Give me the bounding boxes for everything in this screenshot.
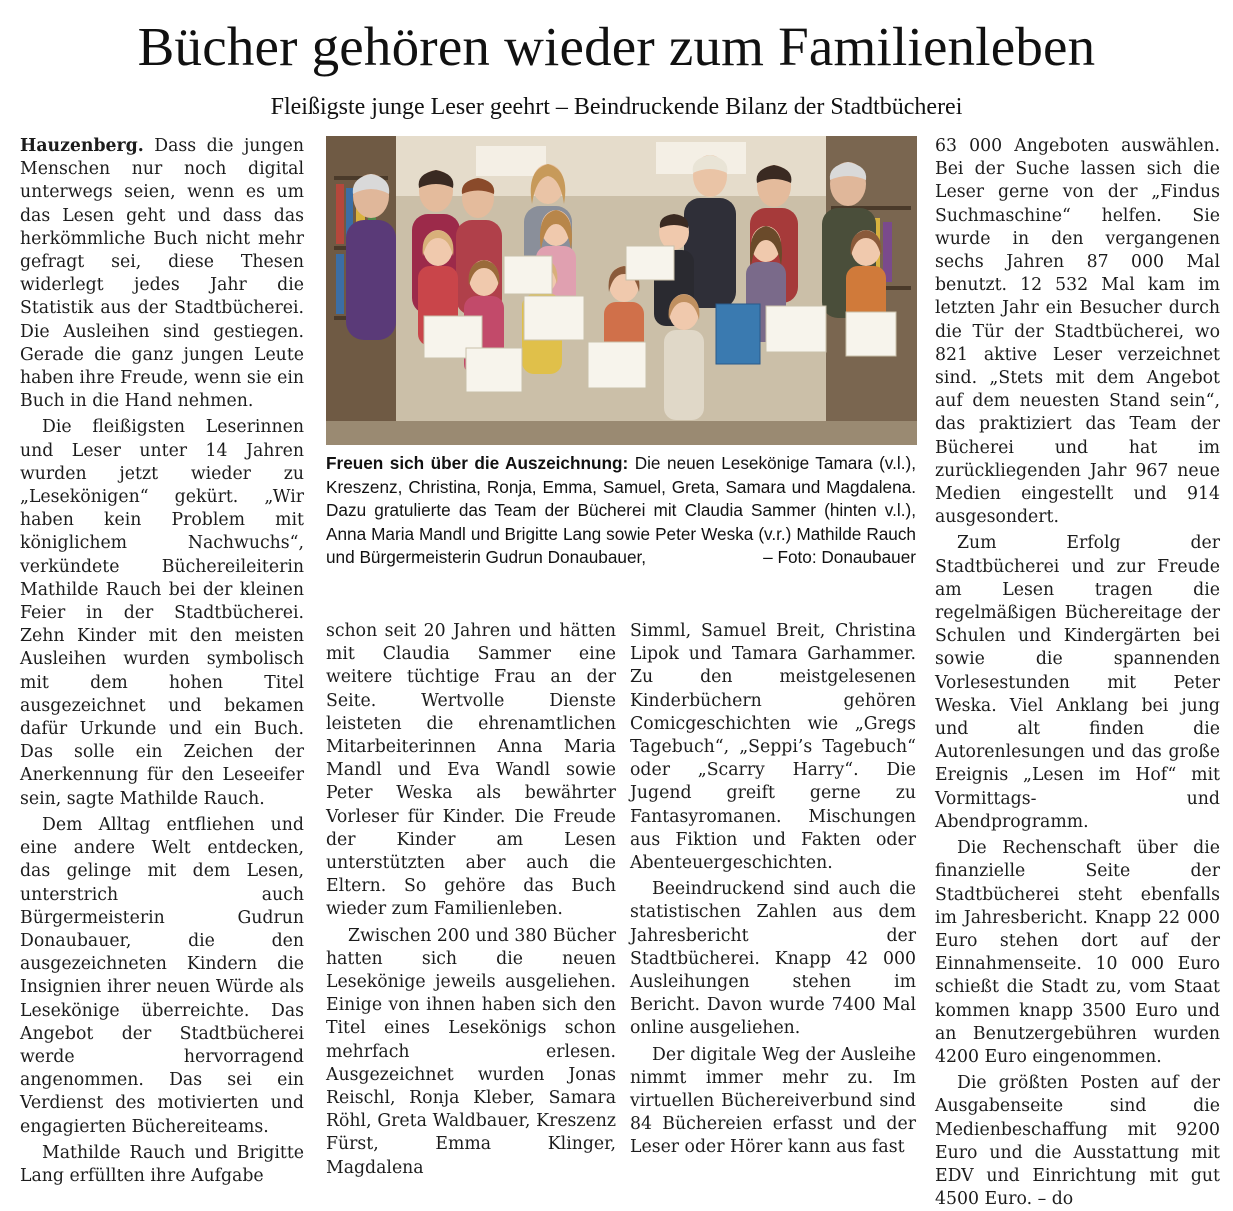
- article-paragraph: Die Rechenschaft über die finanzielle Seite der Stadtbücherei steht ebenfalls im Jahresbericht. Knapp 22 000 Euro stehen dort auf der Einnahmenseite. 10 000 Euro schießt die Stadt zu, vom Staat kommen knapp 3500 Euro und an Benutzergebühren wurden 4200 Euro eingenommen.: [935, 838, 1220, 1067]
- article-paragraph: Simml, Samuel Breit, Christina Lipok und Tamara Garhammer. Zu den meistgelesenen Kinderbüchern gehören Comicgeschichten wie „Gregs Tagebuch“, „Seppi’s Tagebuch“ oder „Scarry Harry“. Die Jugend greift gerne zu Fantasyromanen. Mischungen aus Fiktion und Fakten oder Abenteuergeschichten.: [630, 621, 916, 874]
- article-column-2: [326, 620, 616, 1178]
- photo-illustration: [326, 136, 917, 445]
- article-paragraph: Die fleißigsten Leserinnen und Leser unter 14 Jahren wurden jetzt wieder zu „Lesekönigen“ gekürt. „Wir haben kein Problem mit königlichem Nachwuchs“, verkündete Büchereileiterin Mathilde Rauch bei der kleinen Feier in der Stadtbücherei. Zehn Kinder mit den meisten Ausleihen wurden symbolisch mit dem hohen Titel ausgezeichnet und bekamen dafür Urkunde und ein Buch. Das solle ein Zeichen der Anerkennung für den Leseeifer sein, sagte Mathilde Rauch.: [20, 417, 304, 809]
- subheadline: Fleißigste junge Leser geehrt – Beindruckende Bilanz der Stadtbücherei: [270, 94, 963, 120]
- article-paragraph: schon seit 20 Jahren und hätten mit Claudia Sammer eine weitere tüchtige Frau an der Seite. Wertvolle Dienste leisteten die ehrenamtlichen Mitarbeiterinnen Anna Maria Mandl und Eva Wandl sowie Peter Weska als bewährter Vorleser für Kinder. Die Freude der Kinder am Lesen unterstützten aber auch die Eltern. So gehöre das Buch wieder zum Familienleben.: [326, 621, 616, 920]
- article-column-3: [630, 620, 916, 1158]
- paragraph-text: Dass die jungen Menschen nur noch digital unterwegs seien, wenn es um das Lesen geht und dass das herkömmliche Buch nicht mehr gefragt sei, diese Thesen widerlegt jedes Jahr die Statistik aus der Stadtbücherei. Die Ausleihen sind gestiegen. Gerade die ganz jungen Leute haben ihre Freude, wenn sie ein Buch in die Hand nehmen.: [20, 136, 304, 412]
- article-column-4: [935, 135, 1220, 1210]
- article-paragraph: [20, 135, 304, 413]
- article-paragraph: Zum Erfolg der Stadtbücherei und zur Freude am Lesen tragen die regelmäßigen Büchereitage der Schulen und Kindergärten bei sowie die spannenden Vorlesestunden mit Peter Weska. Viel Anklang bei jung und alt finden die Autorenlesungen und das große Ereignis „Lesen im Hof“ mit Vormittags- und Abendprogramm.: [935, 533, 1220, 832]
- caption-lead: Freuen sich über die Auszeichnung:: [326, 453, 629, 473]
- article-paragraph: 63 000 Angeboten auswählen. Bei der Suche lassen sich die Leser gerne von der „Findus Suchmaschine“ helfen. Sie wurde in den vergangenen sechs Jahren 87 000 Mal benutzt. 12 532 Mal kam im letzten Jahr ein Besucher durch die Tür der Stadtbücherei, wo 821 aktive Leser verzeichnet sind. „Stets mit dem Angebot auf dem neuesten Stand sein“, das praktiziert das Team der Bücherei und hat im zurückliegenden Jahr 967 neue Medien eingestellt und 914 ausgesondert.: [935, 136, 1220, 528]
- photo-caption: [326, 452, 916, 570]
- article-column-1: [20, 135, 304, 1186]
- photo-credit: – Foto: Donaubauer: [763, 547, 916, 567]
- article-paragraph: Mathilde Rauch und Brigitte Lang erfüllten ihre Aufgabe: [20, 1142, 304, 1186]
- article-paragraph: Zwischen 200 und 380 Bücher hatten sich die neuen Lesekönige jeweils ausgeliehen. Einige von ihnen haben sich den Titel eines Lesekönigs schon mehrfach erlesen. Ausgezeichnet wurden Jonas Reischl, Ronja Kleber, Samara Röhl, Greta Waldbauer, Kreszenz Fürst, Emma Klinger, Magdalena: [326, 925, 616, 1178]
- headline: Bücher gehören wieder zum Familienleben: [137, 16, 1096, 77]
- article-paragraph: Die größten Posten auf der Ausgabenseite sind die Medienbeschaffung mit 9200 Euro und die Ausstattung mit EDV und Einrichtung mit gut 4500 Euro. – do: [935, 1073, 1220, 1210]
- article-paragraph: Der digitale Weg der Ausleihe nimmt immer mehr zu. Im virtuellen Büchereiverbund sind 84 Büchereien erfasst und der Leser oder Hörer kann aus fast: [630, 1044, 916, 1158]
- article-paragraph: Dem Alltag entfliehen und eine andere Welt entdecken, das gelinge mit dem Lesen, unterstrich auch Bürgermeisterin Gudrun Donaubauer, die den ausgezeichneten Kindern die Insignien ihrer neuen Würde als Lesekönige überreichte. Das Angebot der Stadtbücherei werde hervorragend angenommen. Das sei ein Verdienst des motivierten und engagierten Büchereiteams.: [20, 814, 304, 1137]
- group-photo: [326, 136, 917, 445]
- dateline: Hauzenberg.: [20, 136, 144, 156]
- article-paragraph: Beeindruckend sind auch die statistischen Zahlen aus dem Jahresbericht der Stadtbücherei. Knapp 42 000 Ausleihungen stehen im Bericht. Davon wurde 7400 Mal online ausgeliehen.: [630, 879, 916, 1039]
- caption-text: Die neuen Lesekönige Tamara (v.l.), Kreszenz, Christina, Ronja, Emma, Samuel, Greta, Samara und Magdalena. Dazu gratulierte das Team der Bücherei mit Claudia Sammer (hinten v.l.), Anna Maria Mandl und Brigitte Lang sowie Peter Weska (v.r.) Mathilde Rauch und Bürgermeisterin Gudrun Donaubauer,: [326, 453, 916, 567]
